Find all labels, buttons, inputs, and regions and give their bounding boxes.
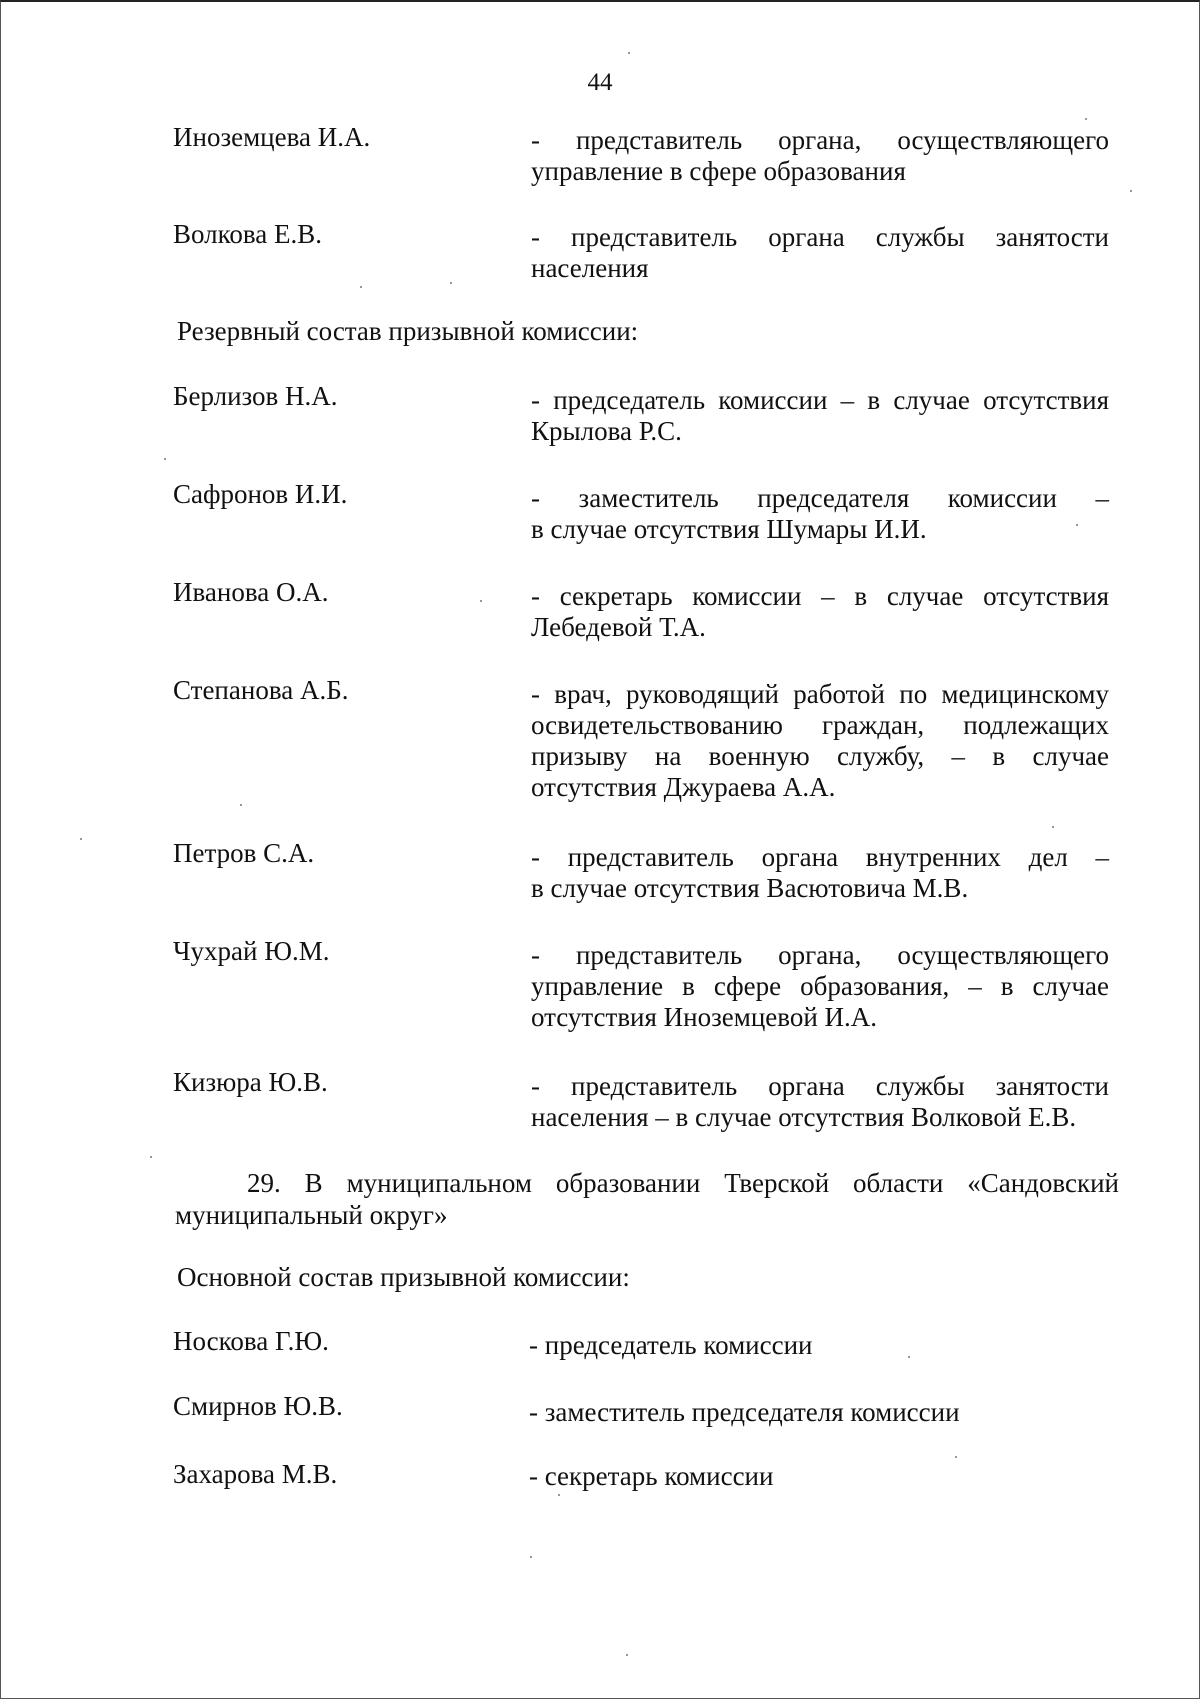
role-line: отсутствия Джураева А.А. [531,772,836,802]
member-name: Иноземцева И.А. [173,122,371,152]
member-name: Чухрай Ю.М. [173,936,330,966]
role-line: населения – в случае отсутствия Волковой Е.В. [531,1102,1077,1132]
role-line: - председатель комиссии – в случае отсутствия [531,385,1109,415]
member-name: Берлизов Н.А. [173,381,338,411]
scan-speck [450,282,452,284]
member-role [531,679,1109,803]
member-role [531,125,1109,187]
member-name: Смирнов Ю.В. [173,1391,343,1421]
main-heading: Основной состав призывной комиссии: [177,1262,630,1292]
role-line: в случае отсутствия Шумары И.И. [531,514,927,544]
member-role [531,842,1109,904]
role-line: Лебедевой Т.А. [531,612,706,642]
member-name: Сафронов И.И. [173,479,348,509]
role-line: управление в сфере образования [531,156,906,186]
scan-speck [1076,524,1078,526]
member-role [531,385,1109,447]
member-role [531,483,1109,545]
section-29-paragraph [175,1167,1119,1231]
member-role [531,1071,1109,1133]
scan-speck [1130,190,1132,192]
scan-speck [480,600,482,602]
role-line: - представитель органа службы занятости [531,1071,1109,1101]
scan-speck [150,1156,152,1158]
paragraph-line: 29. В муниципальном образовании Тверской области «Сандовский [247,1168,1119,1198]
role-line: населения [531,253,649,283]
role-line: - секретарь комиссии – в случае отсутствия [531,581,1109,611]
scan-speck [955,1456,957,1458]
member-role [531,940,1109,1033]
role-line: - представитель органа внутренних дел – [531,842,1109,872]
scan-speck [1052,826,1054,828]
role-line: - врач, руководящий работой по медицинскому [531,679,1109,709]
role-line: - представитель органа, осуществляющего [531,940,1109,970]
role-line: в случае отсутствия Васютовича М.В. [531,873,969,903]
scan-speck [626,1654,628,1656]
page-number: 44 [587,69,613,96]
scan-speck [1085,118,1087,120]
member-name: Петров С.А. [173,838,315,868]
role-line: - представитель органа службы занятости [531,222,1109,252]
role-line: освидетельствованию граждан, подлежащих [531,710,1109,740]
role-line: Крылова Р.С. [531,416,682,446]
member-role: - секретарь комиссии [529,1461,774,1491]
role-line: отсутствия Иноземцевой И.А. [531,1002,878,1032]
member-name: Кизюра Ю.В. [173,1067,328,1097]
role-line: призыву на военную службу, – в случае [531,741,1109,771]
scan-speck [240,804,242,806]
member-role [531,581,1109,643]
role-line: - представитель органа, осуществляющего [531,125,1109,155]
member-name: Степанова А.Б. [173,675,349,705]
scan-speck [530,1556,532,1558]
member-name: Захарова М.В. [173,1459,338,1489]
scan-speck [628,52,630,54]
role-line: управление в сфере образования, – в случае [531,971,1109,1001]
member-role: - председатель комиссии [529,1330,813,1360]
reserve-heading: Резервный состав призывной комиссии: [177,316,639,346]
member-role [531,222,1109,284]
scan-speck [164,458,166,460]
role-line: - заместитель председателя комиссии – [531,483,1109,513]
paragraph-line: муниципальный округ» [175,1200,448,1230]
scan-speck [80,838,82,840]
member-role: - заместитель председателя комиссии [529,1397,960,1427]
scan-speck [360,286,362,288]
scan-speck [908,1356,910,1358]
member-name: Носкова Г.Ю. [173,1326,329,1356]
member-name: Иванова О.А. [173,577,329,607]
scan-speck [558,1494,560,1496]
member-name: Волкова Е.В. [173,219,323,249]
